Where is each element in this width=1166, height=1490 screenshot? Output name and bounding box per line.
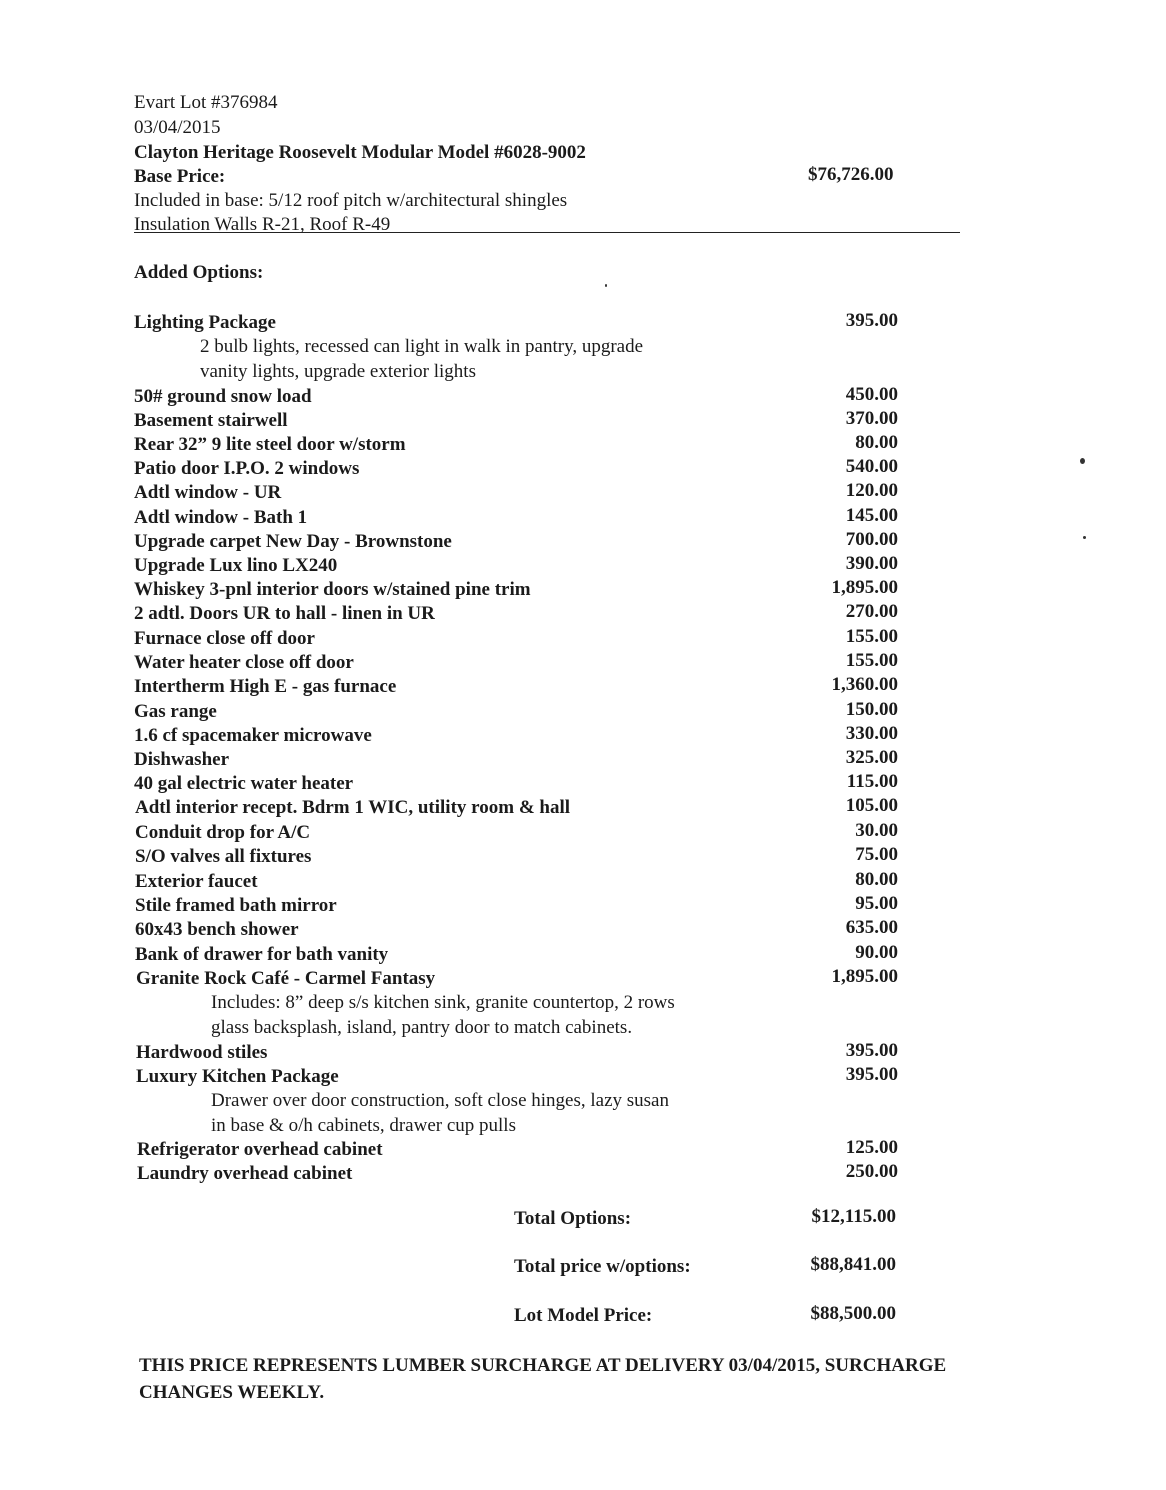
option-amount: 370.00 (845, 408, 898, 429)
option-name: Laundry overhead cabinet (137, 1163, 353, 1184)
option-amount: 250.00 (845, 1161, 898, 1182)
option-amount: 395.00 (845, 1064, 898, 1085)
option-amount: 540.00 (845, 456, 898, 477)
option-amount: 155.00 (845, 650, 898, 671)
option-amount: 30.00 (855, 820, 898, 841)
option-amount: 125.00 (845, 1137, 898, 1158)
total-options-amount: $12,115.00 (811, 1206, 896, 1227)
total-with-options-amount: $88,841.00 (810, 1254, 896, 1275)
option-amount: 150.00 (845, 699, 898, 720)
option-name: 1.6 cf spacemaker microwave (134, 725, 372, 746)
option-name: Upgrade Lux lino LX240 (134, 555, 338, 576)
surcharge-notice: THIS PRICE REPRESENTS LUMBER SURCHARGE AT DELIVERY 03/04/2015, SURCHARGE CHANGES WEEKLY. (139, 1355, 947, 1403)
option-amount: 75.00 (855, 844, 898, 865)
option-amount: 450.00 (845, 384, 898, 405)
option-name: 50# ground snow load (134, 386, 312, 407)
option-name: Lighting Package (134, 312, 276, 333)
option-name: Stile framed bath mirror (135, 895, 337, 916)
option-amount: 395.00 (845, 310, 898, 331)
option-name: Bank of drawer for bath vanity (135, 944, 389, 965)
option-name: Furnace close off door (134, 628, 315, 649)
option-amount: 700.00 (845, 529, 898, 550)
option-amount: 1,895.00 (831, 577, 898, 598)
option-name: 60x43 bench shower (135, 919, 299, 940)
option-name: Dishwasher (134, 749, 230, 770)
option-name: Luxury Kitchen Package (136, 1066, 339, 1087)
option-name: Water heater close off door (134, 652, 354, 673)
option-description-line: 2 bulb lights, recessed can light in walk in pantry, upgrade (200, 336, 644, 357)
option-amount: 390.00 (845, 553, 898, 574)
model-title: Clayton Heritage Roosevelt Modular Model #6028-9002 (134, 142, 586, 163)
total-with-options-label: Total price w/options: (514, 1256, 691, 1277)
option-amount: 80.00 (855, 432, 898, 453)
lot-model-price-amount: $88,500.00 (810, 1303, 896, 1324)
option-amount: 155.00 (845, 626, 898, 647)
option-name: Whiskey 3-pnl interior doors w/stained pine trim (134, 579, 531, 600)
option-name: Upgrade carpet New Day - Brownstone (134, 531, 452, 552)
option-amount: 80.00 (855, 869, 898, 890)
option-amount: 105.00 (845, 795, 898, 816)
base-price-amount: $76,726.00 (808, 164, 894, 185)
option-name: Refrigerator overhead cabinet (137, 1139, 383, 1160)
option-amount: 325.00 (845, 747, 898, 768)
total-options-label: Total Options: (514, 1208, 632, 1229)
option-amount: 145.00 (845, 505, 898, 526)
option-name: Granite Rock Café - Carmel Fantasy (136, 968, 436, 989)
included-in-base: Included in base: 5/12 roof pitch w/architectural shingles (134, 190, 568, 211)
option-amount: 330.00 (845, 723, 898, 744)
option-description-line: Includes: 8” deep s/s kitchen sink, granite countertop, 2 rows (211, 992, 675, 1013)
sheet-date: 03/04/2015 (134, 117, 221, 138)
added-options-heading: Added Options: (134, 262, 264, 283)
option-name: Intertherm High E - gas furnace (134, 676, 397, 697)
option-name: 40 gal electric water heater (134, 773, 354, 794)
option-name: Adtl interior recept. Bdrm 1 WIC, utility room & hall (135, 797, 571, 818)
option-name: Adtl window - UR (134, 482, 282, 503)
option-description-line: vanity lights, upgrade exterior lights (200, 361, 476, 382)
option-name: Exterior faucet (135, 871, 258, 892)
header-rule (134, 232, 960, 233)
option-amount: 395.00 (845, 1040, 898, 1061)
scan-speck (1080, 458, 1085, 464)
option-name: Gas range (134, 701, 217, 722)
option-amount: 95.00 (855, 893, 898, 914)
option-name: S/O valves all fixtures (135, 846, 312, 867)
option-name: 2 adtl. Doors UR to hall - linen in UR (134, 603, 435, 624)
option-amount: 270.00 (845, 601, 898, 622)
insulation-spec: Insulation Walls R-21, Roof R-49 (134, 214, 391, 235)
option-name: Rear 32” 9 lite steel door w/storm (134, 434, 406, 455)
option-amount: 1,895.00 (831, 966, 898, 987)
option-amount: 90.00 (855, 942, 898, 963)
option-name: Hardwood stiles (136, 1042, 268, 1063)
lot-model-price-label: Lot Model Price: (514, 1305, 653, 1326)
option-amount: 120.00 (845, 480, 898, 501)
option-amount: 635.00 (845, 917, 898, 938)
lot-number: Evart Lot #376984 (134, 92, 278, 113)
option-name: Adtl window - Bath 1 (134, 507, 308, 528)
option-description-line: Drawer over door construction, soft close hinges, lazy susan (211, 1090, 669, 1111)
scan-speck (1083, 536, 1086, 539)
option-description-line: in base & o/h cabinets, drawer cup pulls (211, 1115, 516, 1136)
option-amount: 1,360.00 (831, 674, 898, 695)
option-name: Basement stairwell (134, 410, 288, 431)
option-name: Conduit drop for A/C (135, 822, 311, 843)
option-name: Patio door I.P.O. 2 windows (134, 458, 360, 479)
option-amount: 115.00 (846, 771, 898, 792)
base-price-label: Base Price: (134, 166, 226, 187)
option-description-line: glass backsplash, island, pantry door to match cabinets. (211, 1017, 633, 1038)
scan-speck (605, 284, 607, 287)
